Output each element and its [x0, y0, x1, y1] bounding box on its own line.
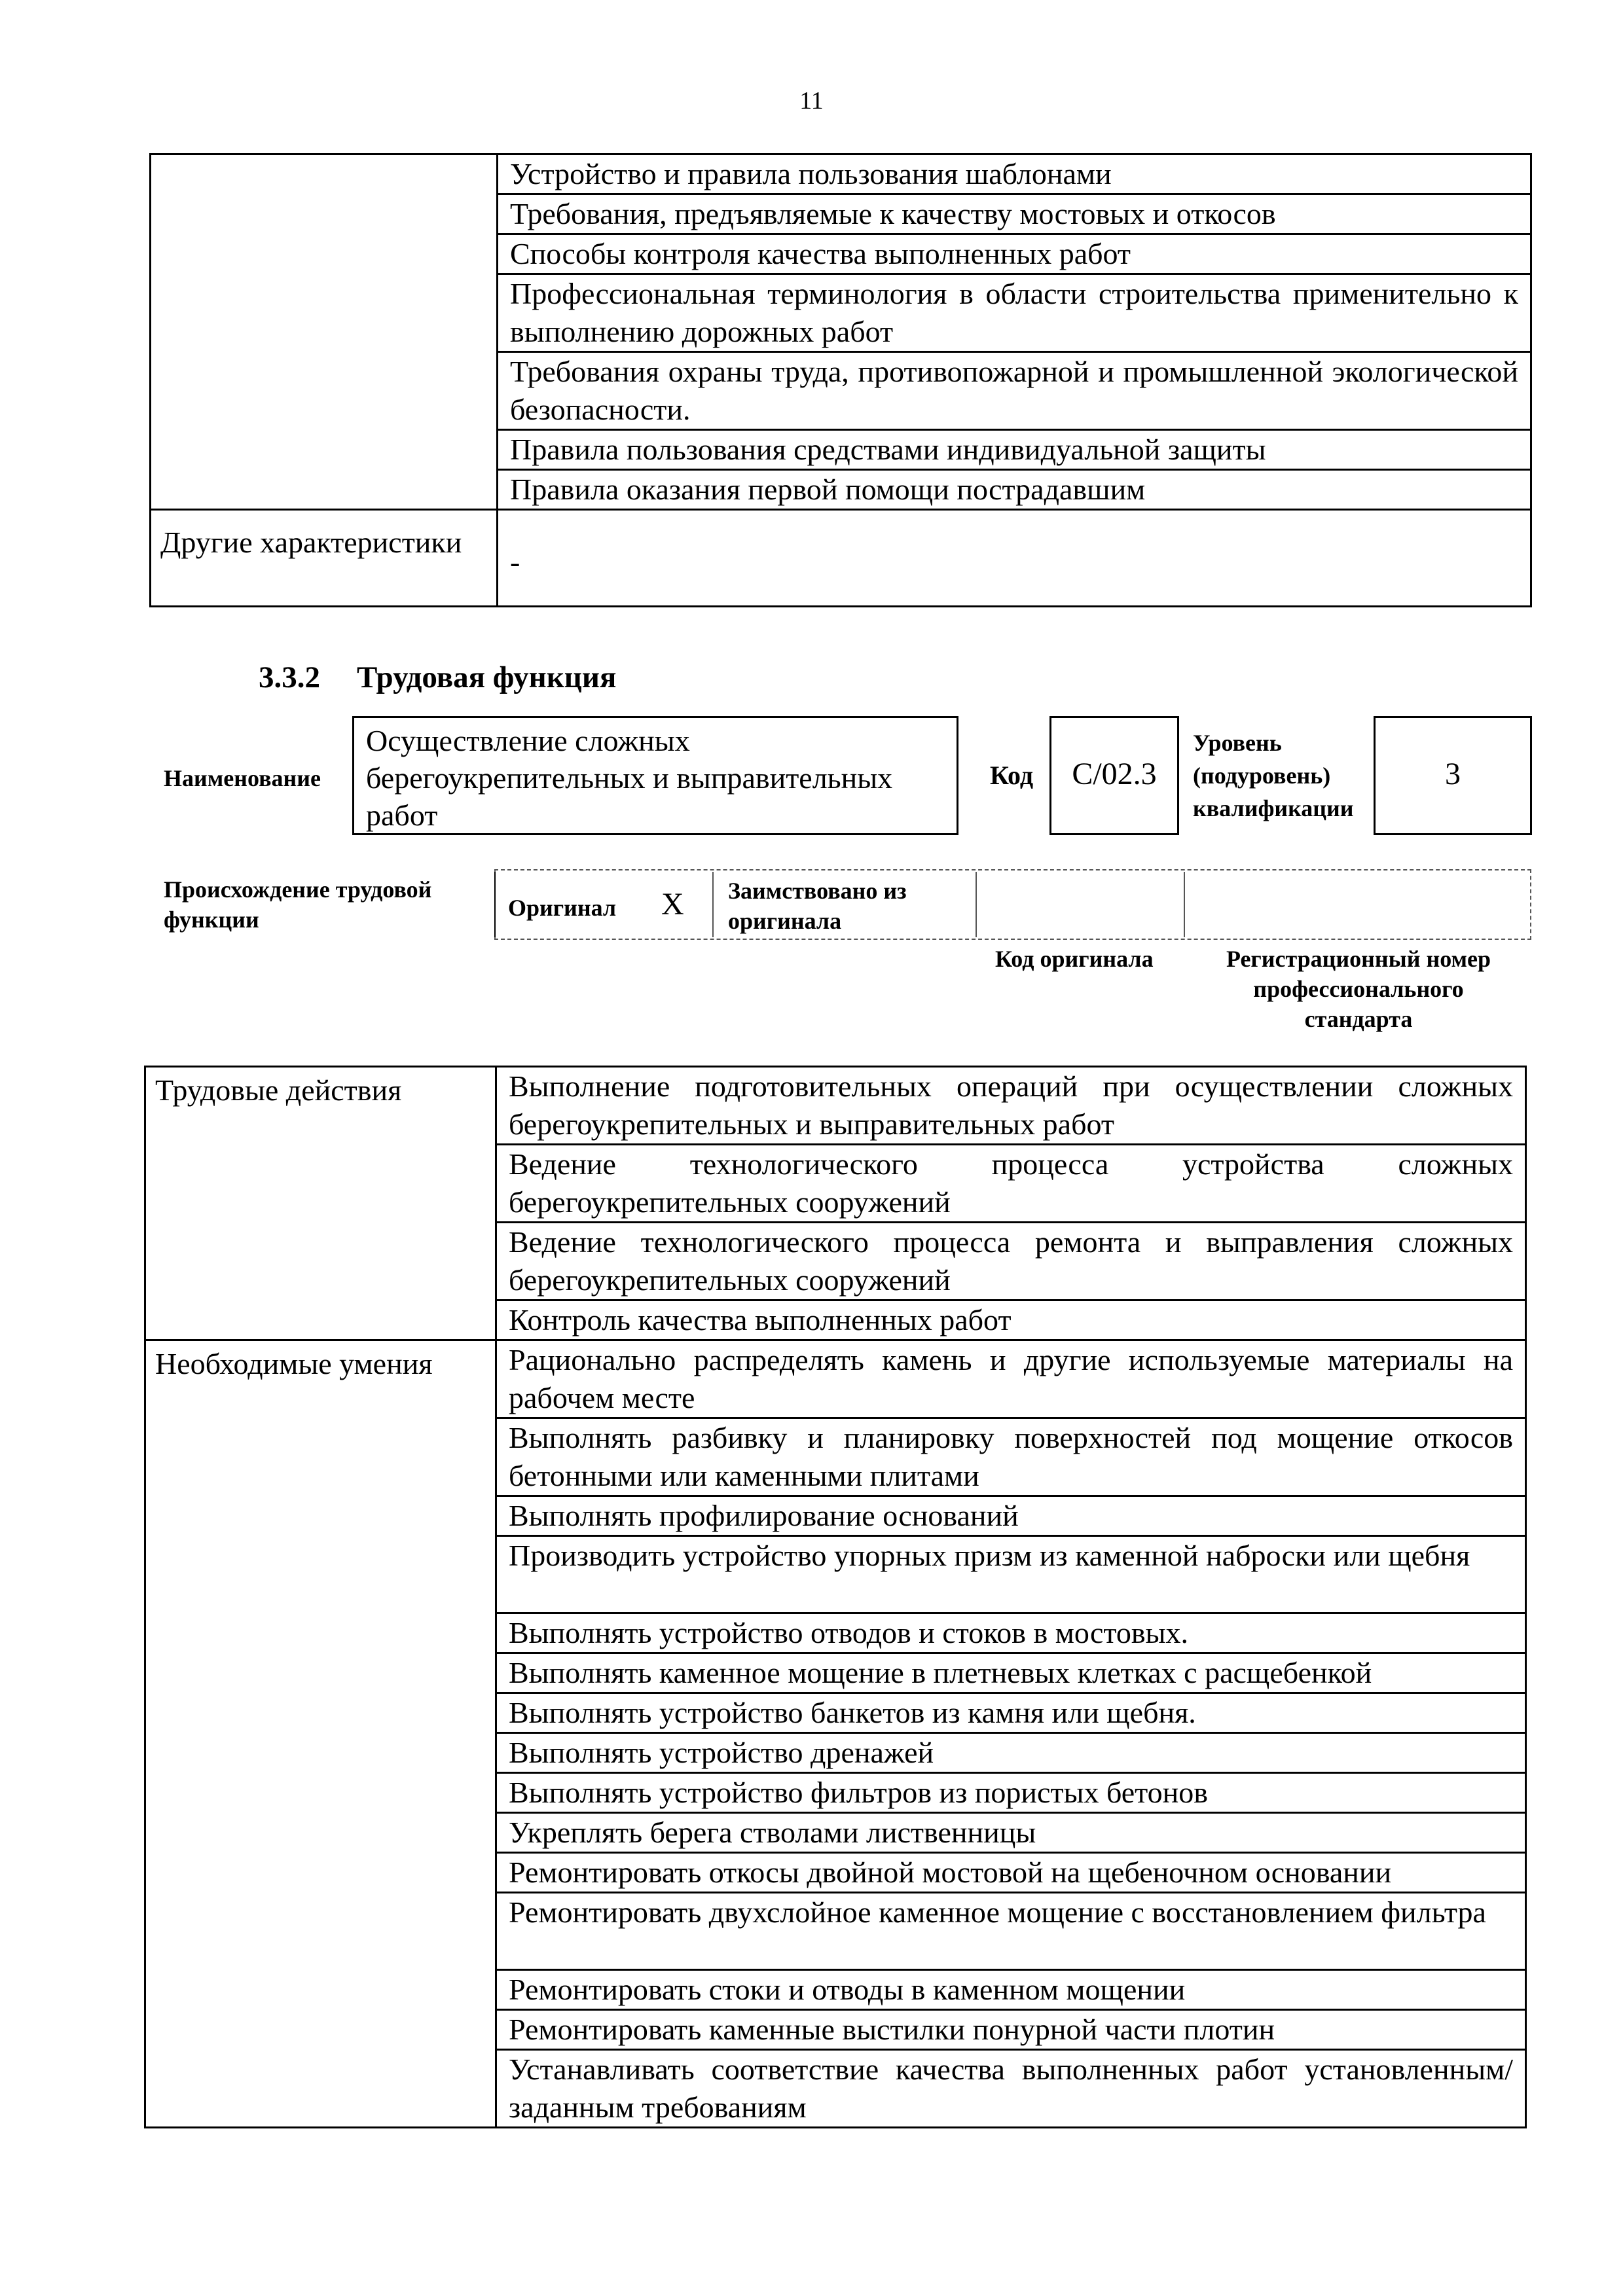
- code-value-box: [1049, 716, 1179, 835]
- original-label: Оригинал: [508, 895, 617, 921]
- skill-item: Выполнять каменное мощение в плетневых клетках с расщебенкой: [496, 1653, 1526, 1693]
- section-title: Трудовая функция: [357, 660, 617, 694]
- code-original-caption: Код оригинала: [995, 946, 1154, 972]
- skills-label: Необходимые умения: [145, 1340, 496, 2128]
- skill-item: Ремонтировать откосы двойной мостовой на щебеночном основании: [496, 1853, 1526, 1893]
- knowledge-item: Требования, предъявляемые к качеству мостовых и откосов: [498, 194, 1531, 234]
- actions-label: Трудовые действия: [145, 1067, 496, 1340]
- knowledge-table: [149, 153, 1532, 607]
- knowledge-item: Правила пользования средствами индивидуальной защиты: [498, 430, 1531, 470]
- level-value: 3: [1445, 757, 1461, 791]
- skill-item: Выполнять устройство фильтров из пористых бетонов: [496, 1773, 1526, 1813]
- skill-item: Производить устройство упорных призм из каменной наброски или щебня: [496, 1536, 1526, 1613]
- skill-item: Выполнять устройство дренажей: [496, 1733, 1526, 1773]
- skill-item: Выполнять устройство отводов и стоков в мостовых.: [496, 1613, 1526, 1653]
- reg-number-caption: Регистрационный номер профессионального стандарта: [1226, 946, 1491, 1032]
- code-label: Код: [990, 761, 1034, 790]
- level-label: Уровень (подуровень) квалификации: [1193, 730, 1354, 821]
- knowledge-label-cell: [151, 154, 498, 510]
- knowledge-item: Профессиональная терминология в области строительства применительно к выполнению дорожных работ: [498, 274, 1531, 352]
- original-mark: Х: [661, 887, 684, 922]
- action-item: Ведение технологического процесса ремонта и выправления сложных берегоукрепительных сооружений: [496, 1223, 1526, 1300]
- level-value-box: [1374, 716, 1532, 835]
- skill-item: Укреплять берега стволами лиственницы: [496, 1813, 1526, 1853]
- skill-item: Выполнять разбивку и планировку поверхностей под мощение откосов бетонными или каменными плитами: [496, 1418, 1526, 1496]
- code-value: С/02.3: [1072, 757, 1157, 791]
- skill-item: Ремонтировать стоки и отводы в каменном мощении: [496, 1970, 1526, 2010]
- section-number: 3.3.2: [259, 660, 320, 694]
- action-item: Выполнение подготовительных операций при осуществлении сложных берегоукрепительных и выправительных работ: [496, 1067, 1526, 1145]
- origin-label: Происхождение трудовой функции: [164, 876, 432, 933]
- skill-item: Ремонтировать двухслойное каменное мощение с восстановлением фильтра: [496, 1893, 1526, 1970]
- action-item: Контроль качества выполненных работ: [496, 1300, 1526, 1340]
- knowledge-item: Правила оказания первой помощи пострадавшим: [498, 470, 1531, 510]
- knowledge-item: Способы контроля качества выполненных работ: [498, 234, 1531, 274]
- other-characteristics-label: Другие характеристики: [151, 510, 498, 607]
- name-value: Осуществление сложных берегоукрепительных и выправительных работ: [366, 724, 893, 832]
- knowledge-item: Устройство и правила пользования шаблонами: [498, 154, 1531, 194]
- borrowed-label: Заимствовано из оригинала: [728, 878, 907, 934]
- name-value-box: [352, 716, 958, 835]
- origin-row: [494, 869, 1531, 940]
- function-table: [144, 1066, 1527, 2128]
- section-heading: [259, 660, 616, 695]
- action-item: Ведение технологического процесса устройства сложных берегоукрепительных сооружений: [496, 1145, 1526, 1223]
- skill-item: Рационально распределять камень и другие используемые материалы на рабочем месте: [496, 1340, 1526, 1418]
- skill-item: Выполнять профилирование оснований: [496, 1496, 1526, 1536]
- name-label: Наименование: [164, 765, 321, 791]
- skill-item: Устанавливать соответствие качества выполненных работ установленным/ заданным требованиям: [496, 2050, 1526, 2128]
- page-number: 11: [799, 87, 824, 115]
- skill-item: Выполнять устройство банкетов из камня или щебня.: [496, 1693, 1526, 1733]
- other-characteristics-value: -: [498, 510, 1531, 607]
- skill-item: Ремонтировать каменные выстилки понурной части плотин: [496, 2010, 1526, 2050]
- knowledge-item: Требования охраны труда, противопожарной и промышленной экологической безопасности.: [498, 352, 1531, 430]
